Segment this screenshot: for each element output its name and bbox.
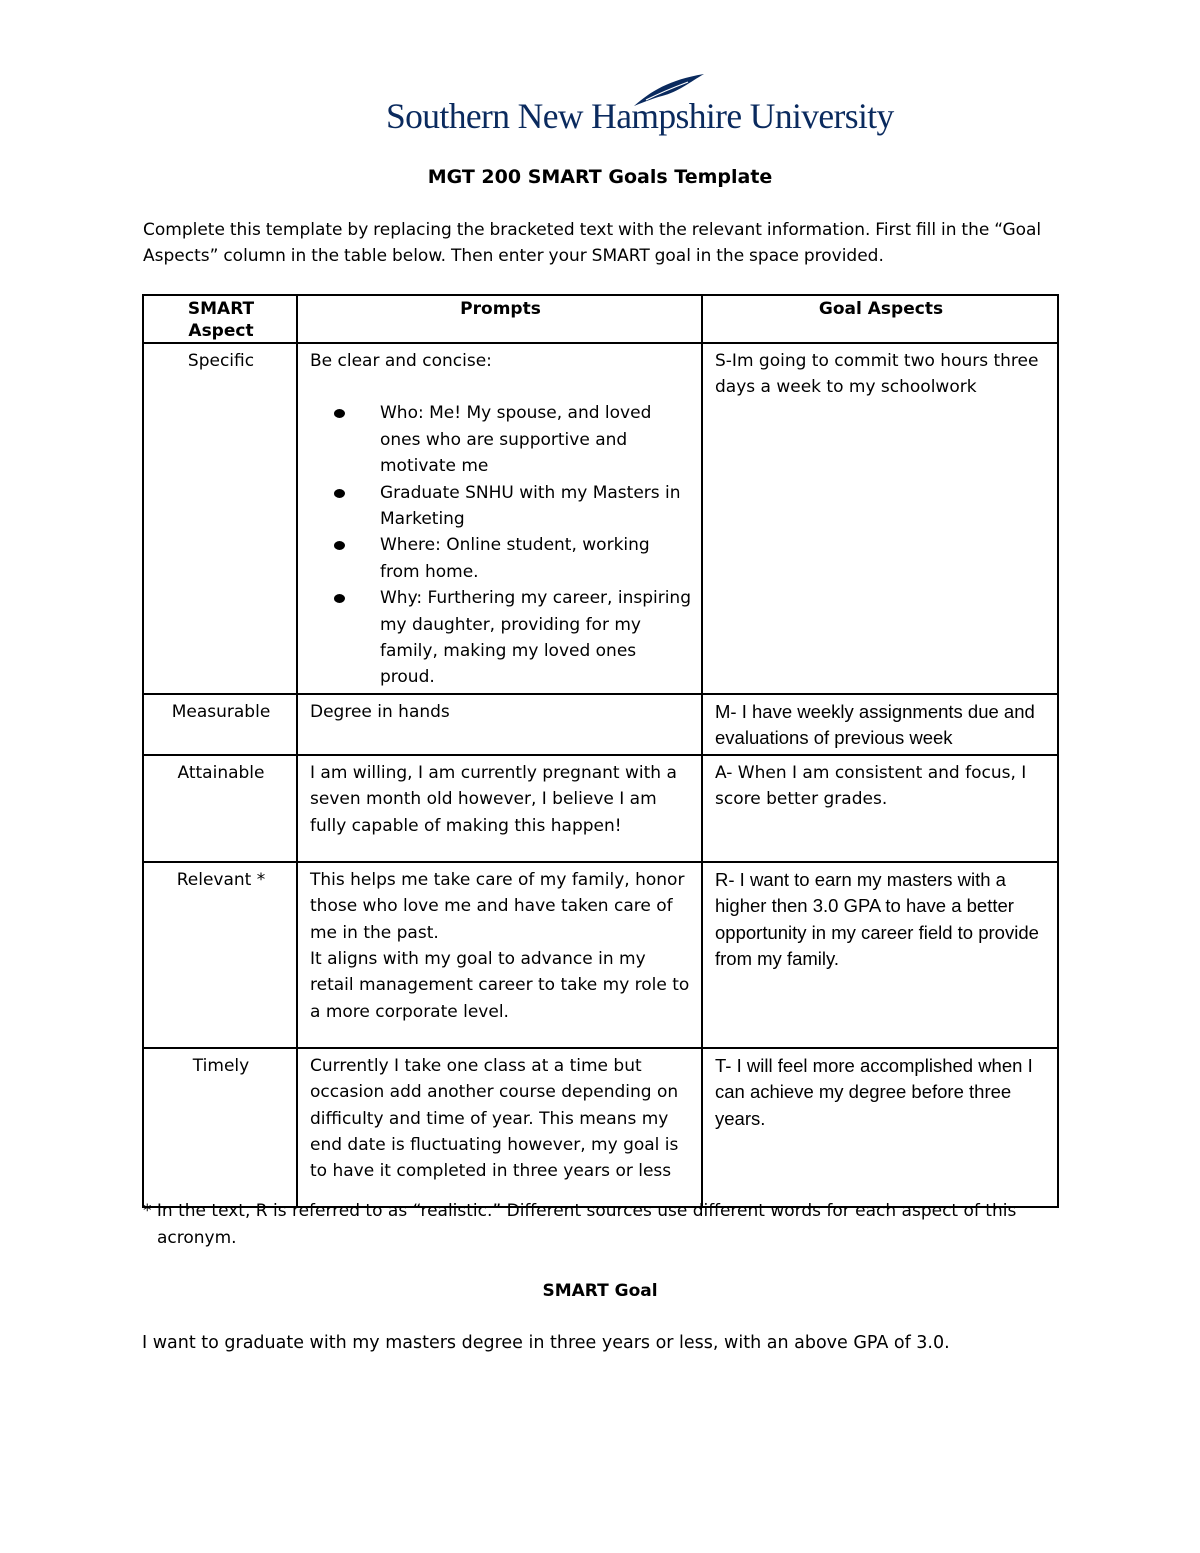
prompt-intro: Be clear and concise: bbox=[310, 351, 492, 371]
header-prompts: Prompts bbox=[297, 295, 702, 343]
aspect-cell: Timely bbox=[143, 1048, 297, 1207]
smart-goal-heading: SMART Goal bbox=[542, 1281, 658, 1301]
list-item bbox=[368, 532, 691, 585]
table-row bbox=[143, 862, 1058, 1048]
table-row bbox=[143, 755, 1058, 862]
header-goal-aspects: Goal Aspects bbox=[702, 295, 1058, 343]
university-logo bbox=[386, 72, 894, 142]
list-item bbox=[368, 585, 691, 691]
aspect-cell: Measurable bbox=[143, 694, 297, 755]
table-row bbox=[143, 694, 1058, 755]
goal-cell: T- I will feel more accomplished when I can achieve my degree before three years. bbox=[702, 1048, 1058, 1207]
goal-cell: A- When I am consistent and focus, I score better grades. bbox=[702, 755, 1058, 862]
bullet-text: Graduate SNHU with my Masters in Marketing bbox=[380, 482, 681, 530]
aspect-cell: Relevant * bbox=[143, 862, 297, 1048]
bullet-text: Who: Me! My spouse, and loved ones who are supportive and motivate me bbox=[380, 403, 652, 477]
list-item bbox=[368, 480, 691, 533]
bullet-icon bbox=[334, 541, 345, 550]
list-item bbox=[368, 400, 691, 479]
aspect-cell: Specific bbox=[143, 343, 297, 694]
prompt-line: This helps me take care of my family, honor those who love me and have taken care of me in the past. bbox=[310, 869, 685, 943]
bullet-icon bbox=[334, 594, 345, 603]
prompt-cell bbox=[297, 862, 702, 1048]
prompt-line: It aligns with my goal to advance in my retail management career to take my role to a more corporate level. bbox=[310, 948, 690, 1022]
prompt-cell: I am willing, I am currently pregnant with a seven month old however, I believe I am fully capable of making this happen! bbox=[297, 755, 702, 862]
smart-table bbox=[142, 294, 1059, 1208]
prompt-cell: Currently I take one class at a time but occasion add another course depending on difficulty and time of year. This means my end date is fluctuating however, my goal is to have it completed in three years or less bbox=[297, 1048, 702, 1207]
prompt-cell: Degree in hands bbox=[297, 694, 702, 755]
bullet-text: Why: Furthering my career, inspiring my daughter, providing for my family, making my loved ones proud. bbox=[380, 588, 691, 688]
table-row bbox=[143, 343, 1058, 694]
goal-cell: M- I have weekly assignments due and evaluations of previous week bbox=[702, 694, 1058, 755]
footnote: * In the text, R is referred to as “realistic.” Different sources use different words for each aspect of this acronym. bbox=[143, 1201, 1017, 1248]
intro-paragraph: Complete this template by replacing the bracketed text with the relevant information. First fill in the “Goal Aspects” column in the table below. Then enter your SMART goal in the space provided. bbox=[143, 220, 1042, 266]
header-smart-aspect: SMART Aspect bbox=[143, 295, 297, 343]
logo-wordmark: Southern New Hampshire University bbox=[386, 96, 894, 136]
aspect-cell: Attainable bbox=[143, 755, 297, 862]
prompt-bullet-list bbox=[310, 400, 691, 690]
smart-goal-text: I want to graduate with my masters degree in three years or less, with an above GPA of 3.0. bbox=[142, 1333, 950, 1353]
bullet-text: Where: Online student, working from home. bbox=[380, 535, 650, 582]
table-row bbox=[143, 1048, 1058, 1207]
goal-cell: R- I want to earn my masters with a higher then 3.0 GPA to have a better opportunity in my career field to provide from my family. bbox=[702, 862, 1058, 1048]
prompt-cell bbox=[297, 343, 702, 694]
table-header-row bbox=[143, 295, 1058, 343]
page-title: MGT 200 SMART Goals Template bbox=[427, 166, 773, 188]
bullet-icon bbox=[334, 489, 345, 498]
goal-cell: S-Im going to commit two hours three days a week to my schoolwork bbox=[702, 343, 1058, 694]
bullet-icon bbox=[334, 409, 345, 418]
